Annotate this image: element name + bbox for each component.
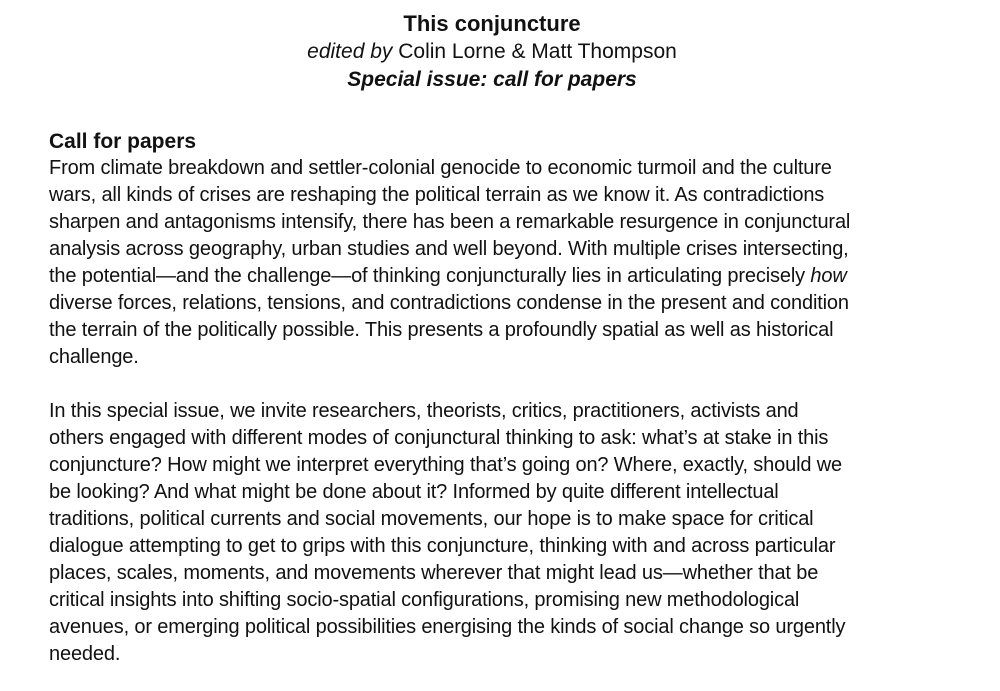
paragraph-line: conjuncture? How might we interpret everything that’s going on? Where, exactly, should we <box>49 454 843 476</box>
paragraph-line: others engaged with different modes of conjunctural thinking to ask: what’s at stake in this <box>49 427 829 449</box>
paragraph-line: wars, all kinds of crises are reshaping the political terrain as we know it. As contradictions <box>49 184 825 206</box>
edited-by-label: edited by <box>307 40 393 63</box>
document-title: This conjuncture <box>403 11 581 36</box>
paragraph-line: dialogue attempting to get to grips with this conjuncture, thinking with and across particular <box>49 535 836 557</box>
section-heading: Call for papers <box>49 130 197 153</box>
paragraph-line: critical insights into shifting socio-spatial configurations, promising new methodological <box>49 589 800 611</box>
paragraph-line <box>49 263 949 290</box>
editors-line <box>0 38 984 66</box>
paragraph-line: traditions, political currents and social movements, our hope is to make space for critical <box>49 508 814 530</box>
paragraph-line: In this special issue, we invite researchers, theorists, critics, practitioners, activists and <box>49 400 799 422</box>
paragraph-line: be looking? And what might be done about it? Informed by quite different intellectual <box>49 481 779 503</box>
paragraph-line: needed. <box>49 643 121 665</box>
paragraph-line: places, scales, moments, and movements wherever that might lead us—whether that be <box>49 562 819 584</box>
paragraph-line: the terrain of the politically possible. This presents a profoundly spatial as well as historical <box>49 319 834 341</box>
paragraph-1 <box>49 155 949 371</box>
paragraph-line: From climate breakdown and settler-colonial genocide to economic turmoil and the culture <box>49 157 832 179</box>
paragraph-line: sharpen and antagonisms intensify, there has been a remarkable resurgence in conjunctural <box>49 211 851 233</box>
paragraph-line: avenues, or emerging political possibilities energising the kinds of social change so urgently <box>49 616 846 638</box>
paragraph-line: analysis across geography, urban studies and well beyond. With multiple crises intersecting, <box>49 238 849 260</box>
document-body <box>49 128 949 668</box>
document-subtitle: Special issue: call for papers <box>347 68 637 91</box>
editor-names: Colin Lorne & Matt Thompson <box>398 40 677 63</box>
paragraph-2 <box>49 398 949 668</box>
emphasis-how: how <box>810 265 847 287</box>
line-text: the potential—and the challenge—of thinking conjuncturally lies in articulating precisely <box>49 265 811 287</box>
document-header <box>0 10 984 94</box>
paragraph-line: challenge. <box>49 346 139 368</box>
paragraph-line: diverse forces, relations, tensions, and contradictions condense in the present and condition <box>49 292 849 314</box>
paragraph-spacer <box>49 371 949 398</box>
